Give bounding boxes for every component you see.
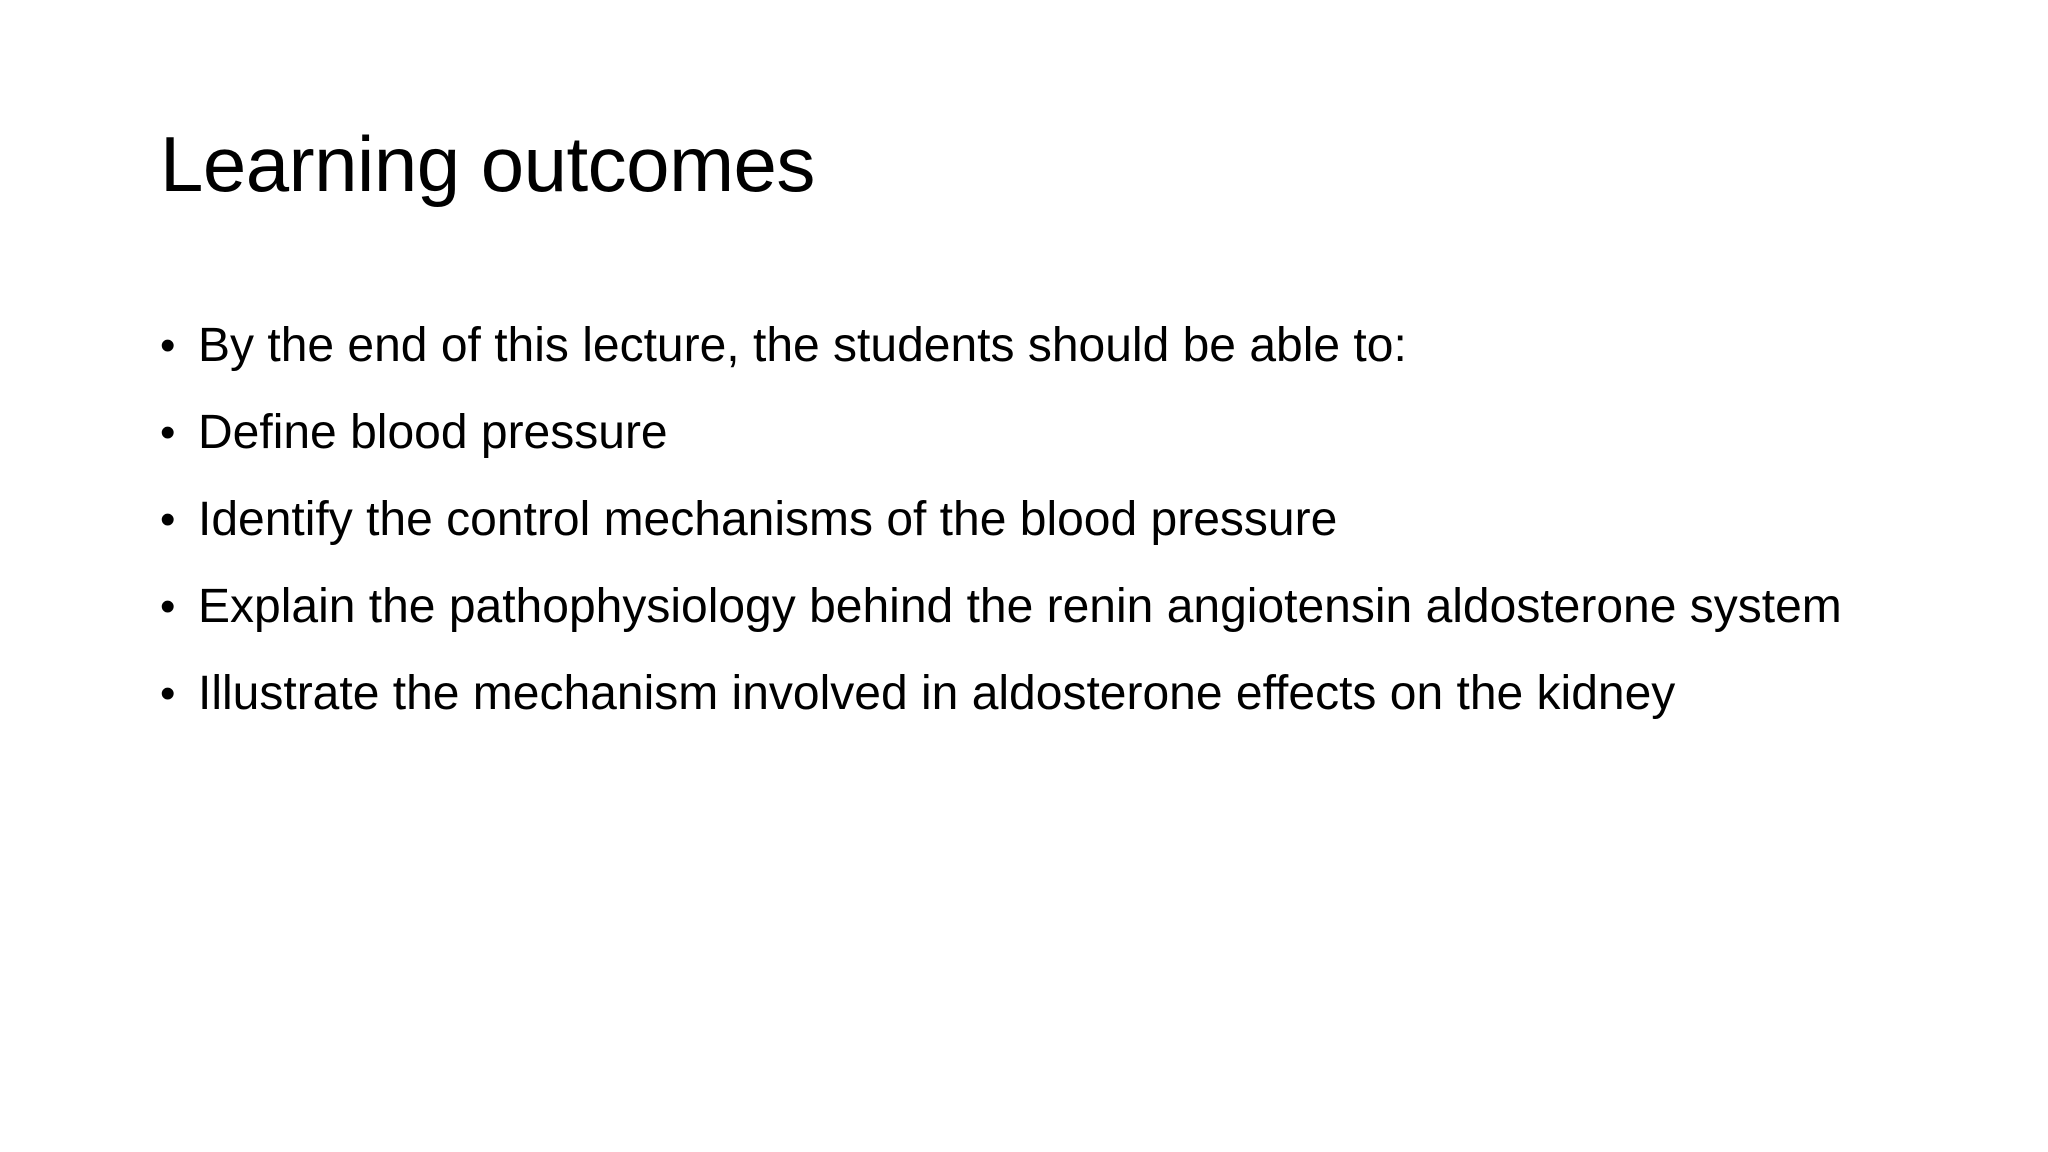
bullet-text-aldosterone-kidney: Illustrate the mechanism involved in aldosterone effects on the kidney bbox=[198, 667, 1676, 720]
bullet-icon: • bbox=[160, 321, 176, 370]
bullet-icon: • bbox=[160, 495, 176, 544]
bullet-text-intro: By the end of this lecture, the students should be able to: bbox=[198, 319, 1407, 372]
slide-title: Learning outcomes bbox=[160, 120, 815, 208]
bullet-item-define-blood-pressure bbox=[160, 401, 1920, 464]
bullet-icon: • bbox=[160, 408, 176, 457]
bullet-text-raas: Explain the pathophysiology behind the renin angiotensin aldosterone system bbox=[198, 580, 1842, 633]
bullet-icon: • bbox=[160, 582, 176, 631]
bullet-item-raas bbox=[160, 575, 1920, 638]
bullet-list bbox=[160, 314, 1920, 749]
bullet-text-control-mechanisms: Identify the control mechanisms of the blood pressure bbox=[198, 493, 1338, 546]
bullet-text-define-blood-pressure: Define blood pressure bbox=[198, 406, 668, 459]
bullet-icon: • bbox=[160, 669, 176, 718]
bullet-item-aldosterone-kidney bbox=[160, 662, 1920, 725]
bullet-item-control-mechanisms bbox=[160, 488, 1920, 551]
bullet-item-intro bbox=[160, 314, 1920, 377]
